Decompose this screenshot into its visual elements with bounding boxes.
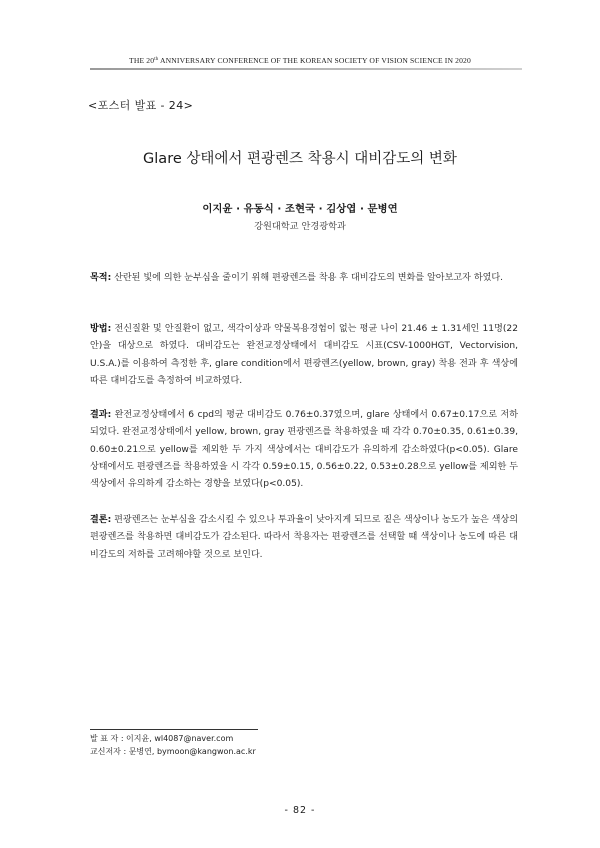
session-label: <포스터 발표 - 24> (88, 99, 194, 112)
results-label: 결과: (90, 410, 112, 420)
corresponding-author-footnote: 교신저자 : 문병연, bymoon@kangwon.ac.kr (90, 746, 256, 756)
purpose-label: 목적: (90, 273, 112, 283)
conference-header: THE 20th ANNIVERSARY CONFERENCE OF THE KOREAN SOCIETY OF VISION SCIENCE IN 2020 (129, 56, 471, 65)
conclusion-section (90, 512, 518, 564)
footnote-divider (90, 729, 258, 730)
paper-title: Glare 상태에서 편광렌즈 착용시 대비감도의 변화 (143, 151, 457, 167)
purpose-section (90, 270, 518, 287)
methods-section (90, 321, 518, 390)
affiliation: 강원대학교 안경광학과 (254, 221, 346, 232)
results-text: 완전교정상태에서 6 cpd의 평균 대비감도 0.76±0.37였으며, glare 상태에서 0.67±0.17으로 저하되었다. 완전교정상태에서 yellow, brown, gray 편광렌즈를 착용하였을 때 각각 0.70±0.35, 0.61±0.39, 0.60±0.21으로 yellow를 제외한 두 가지 색상에서는 대비감도가 유의하게 감소하였다(p<0.05). Glare 상태에서도 편광렌즈를 착용하였을 시 각각 0.59±0.15, 0.56±0.22, 0.53±0.28으로 yellow를 제외한 두 색상에서 유의하게 감소하는 경향을 보였다(p<0.05). (90, 410, 518, 490)
purpose-text: 산란된 빛에 의한 눈부심을 줄이기 위해 편광렌즈를 착용 후 대비감도의 변화를 알아보고자 하였다. (111, 273, 504, 283)
methods-label: 방법: (90, 324, 112, 334)
methods-text: 전신질환 및 안질환이 없고, 색각이상과 약물복용경험이 없는 평균 나이 21.46 ± 1.31세인 11명(22안)을 대상으로 하였다. 대비감도는 완전교정상태에서 대비감도 시표(CSV-1000HGT, Vectorvision, U.S.A.)를 이용하여 측정한 후, glare condition에서 편광렌즈(yellow, brown, gray) 착용 전과 후 색상에 따른 대비감도를 측정하여 비교하였다. (90, 324, 518, 386)
ordinal-suffix: th (154, 57, 159, 62)
author-list: 이지윤 · 유동식 · 조현국 · 김상엽 · 문병연 (202, 203, 398, 215)
conclusion-label: 결론: (90, 515, 112, 525)
page-number: - 82 - (284, 805, 316, 816)
conclusion-text: 편광렌즈는 눈부심을 감소시킬 수 있으나 투과율이 낮아지게 되므로 짙은 색상이나 농도가 높은 색상의 편광렌즈를 착용하면 대비감도가 감소된다. 따라서 착용자는 편광렌즈를 선택할 때 색상이나 농도에 따른 대비감도의 저하를 고려해야할 것으로 보인다. (90, 515, 518, 560)
presenter-footnote: 발 표 자 : 이지윤, wl4087@naver.com (90, 734, 234, 743)
header-divider (90, 68, 522, 70)
results-section (90, 407, 518, 493)
footnotes (90, 733, 256, 758)
